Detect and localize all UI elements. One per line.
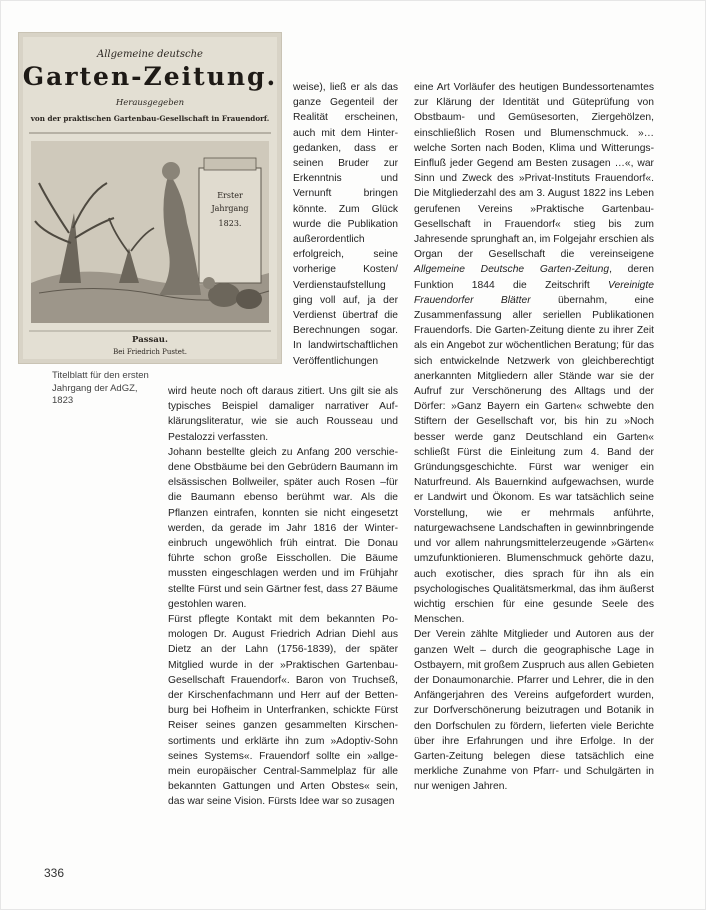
fig-imprint2: Bei Friedrich Pustet. [113, 348, 187, 356]
fig-line2: Garten-Zeitung. [22, 62, 278, 91]
journal-title: Vereinigte Frauendorfer Blätter [414, 279, 654, 306]
page-number: 336 [44, 866, 65, 880]
journal-title: Allgemeine Deutsche Garten-Zeitung [414, 264, 610, 276]
text-run: eine Art Vorläufer des heutigen Bundessortenamtes zur Klärung der Identität und Güteprüfung von Obstbaum- und Gemüsesorten, Ziergehölzen, einschließlich Rosen und Blumenschmuck. »… welche Sorten nach Boden, Klima und Witterungs-Einfluß jeder Gegend am Besten zusagen …«, war Sinn und Zweck des »Privat-Instituts Frauendorf«. Die Mitgliederzahl des am 3. August 1822 ins Leben gerufenen Vereins »Praktische Gartenbau-Gesellschaft in Frauendorf« stieg bis zum Jahresende sprunghaft an, im Folgejahr erschien als Organ der Gesellschaft die vereinseigene [414, 82, 654, 261]
garden-engraving [31, 141, 269, 323]
text-column-narrow [293, 80, 398, 369]
fig-line1: Allgemeine deutsche [97, 49, 203, 60]
text-column-right [414, 80, 654, 795]
paragraph [414, 80, 654, 627]
fig-imprint1: Passau. [132, 335, 168, 345]
plaque-line1: Erster [217, 191, 243, 200]
plaque-line2: Jahrgang [211, 204, 249, 213]
fig-line4: von der praktischen Gartenbau-Gesellschaft in Frauendorf. [30, 114, 270, 123]
paragraph: weise), ließ er als das ganze Gegenteil der Realität erscheinen, auch mit dem Hintergedanken, dass er seinen Bruder zur Erkenntnis und Vernunft bringen könnte. Zum Glück wurde die Publikation außerordentlich erfolgreich, seine vorherige Kosten/ Verdienstaufstellung ging voll auf, ja der Verdienst übertraf die Berechnungen sogar. In landwirtschaftlichen Veröffentlichungen [293, 82, 398, 367]
paragraph: Fürst pflegte Kontakt mit dem bekannten Pomologen Dr. August Friedrich Adrian Diehl aus Dietz an der Lahn (1756-1839), der später Mitglied wurde in der »Praktischen Gartenbau-Gesellschaft Frauendorf«. Baron von Truchseß, der Kirschenfachmann und Herr auf der Bettenburg bei Hofheim in Unterfranken, schickte Fürst Reiser seines ganzen gesammelten Kirschensortiments und erklärte ihn zum »Adoptiv-Sohn seines Systems«. Frauendorf sollte ein »allgemein europäischer Central-Sammelplaz für alle bekannten Gattungen und Arten Obstes« sein, das war seine Vision. Fürsts Idee war so zusagen [168, 614, 398, 808]
fig-line3: Herausgegeben [115, 98, 185, 108]
paragraph: wird heute noch oft daraus zitiert. Uns gilt sie als typisches Beispiel damaliger narrativer Aufklärungsliteratur, wie sie auch Rousseau und Pestalozzi verfassten. [168, 386, 398, 443]
text-column-middle [168, 384, 398, 810]
text-run: , deren Funktion 1844 die Zeitschrift [414, 264, 654, 291]
title-page-illustration [18, 32, 282, 364]
paragraph: Johann bestellte gleich zu Anfang 200 verschiedene Obstbäume bei den Gebrüdern Baumann im elsässischen Bollweiler, später auch Rosen –für die Baumann ebenso berühmt war. Als die Pflanzen eintrafen, konnten sie nicht eingesetzt werden, da gerade im Jahr 1816 der Wintereinbruch ungewöhlich früh eintrat. Die Donau führte schon große Eisschollen. Die Bäume mussten eingeschlagen werden und im Frühjahr stellte Fürst und sein Gärtner fest, dass 27 Bäume gestohlen waren. [168, 446, 398, 610]
text-run: übernahm, eine Zusammenfassung aller seriellen Publikationen Frauendorfs. Die Garten-Zeitung diente zu ihrer Zeit als ein Angebot zur wöchentlichen Beratung; für das sich entwickelnde Netzwerk von gleichberechtigt anerkannten Mitgliedern aller Stände war sie der Aufruf zur Verschönerung des Alltags und der Dörfer: »Ganz Bayern ein Garten« schwebte den Stiftern der Gesellschaft vor, bis hin zu »Noch besser werde ganz Deutschland ein Garten« schließt Fürst die Einleitung zum 4. Band der Gründungsgeschichte. Fürst war weniger ein Naturfreund. Als Bauernkind aufgewachsen, wurde er Landwirt und Ökonom. Es war tatsächlich seine Vorstellung, wie er mehrmals anführte, naturgewachsene Landschaften in gewinnbringende und vor allem nahrungsmittelerzeugende »Gärten« umzufunktionieren. Blumenschmuck gehörte dazu, auch exotischer, dies sprach für ihn als ein psychologisches Qualitätsmerkmal, das ihm äußerst wichtig erschien für eine gesunde Seele des Menschen. [414, 294, 654, 626]
figure-caption: Titelblatt für den ersten Jahrgang der AdGZ, 1823 [52, 370, 149, 406]
paragraph: Der Verein zählte Mitglieder und Autoren aus der ganzen Welt – durch die geographische Lage in Ostbayern, mit großem Zuspruch aus allen Gebieten der Donaumonarchie. Pfarrer und Lehrer, die in den Anfängerjahren des Vereins aufgefordert wurden, zur Dorfverschönerung beizutragen und Botanik in den Dorfschulen zu fördern, lieferten viele Berichte über ihre Erfahrungen und ihre Erfolge. In der Garten-Zeitung belegen diese tatsächlich eine merkliche Zunahme von Pfarr- und Schulgärten in nur wenigen Jahren. [414, 629, 654, 793]
plaque-line3: 1823. [218, 219, 242, 228]
